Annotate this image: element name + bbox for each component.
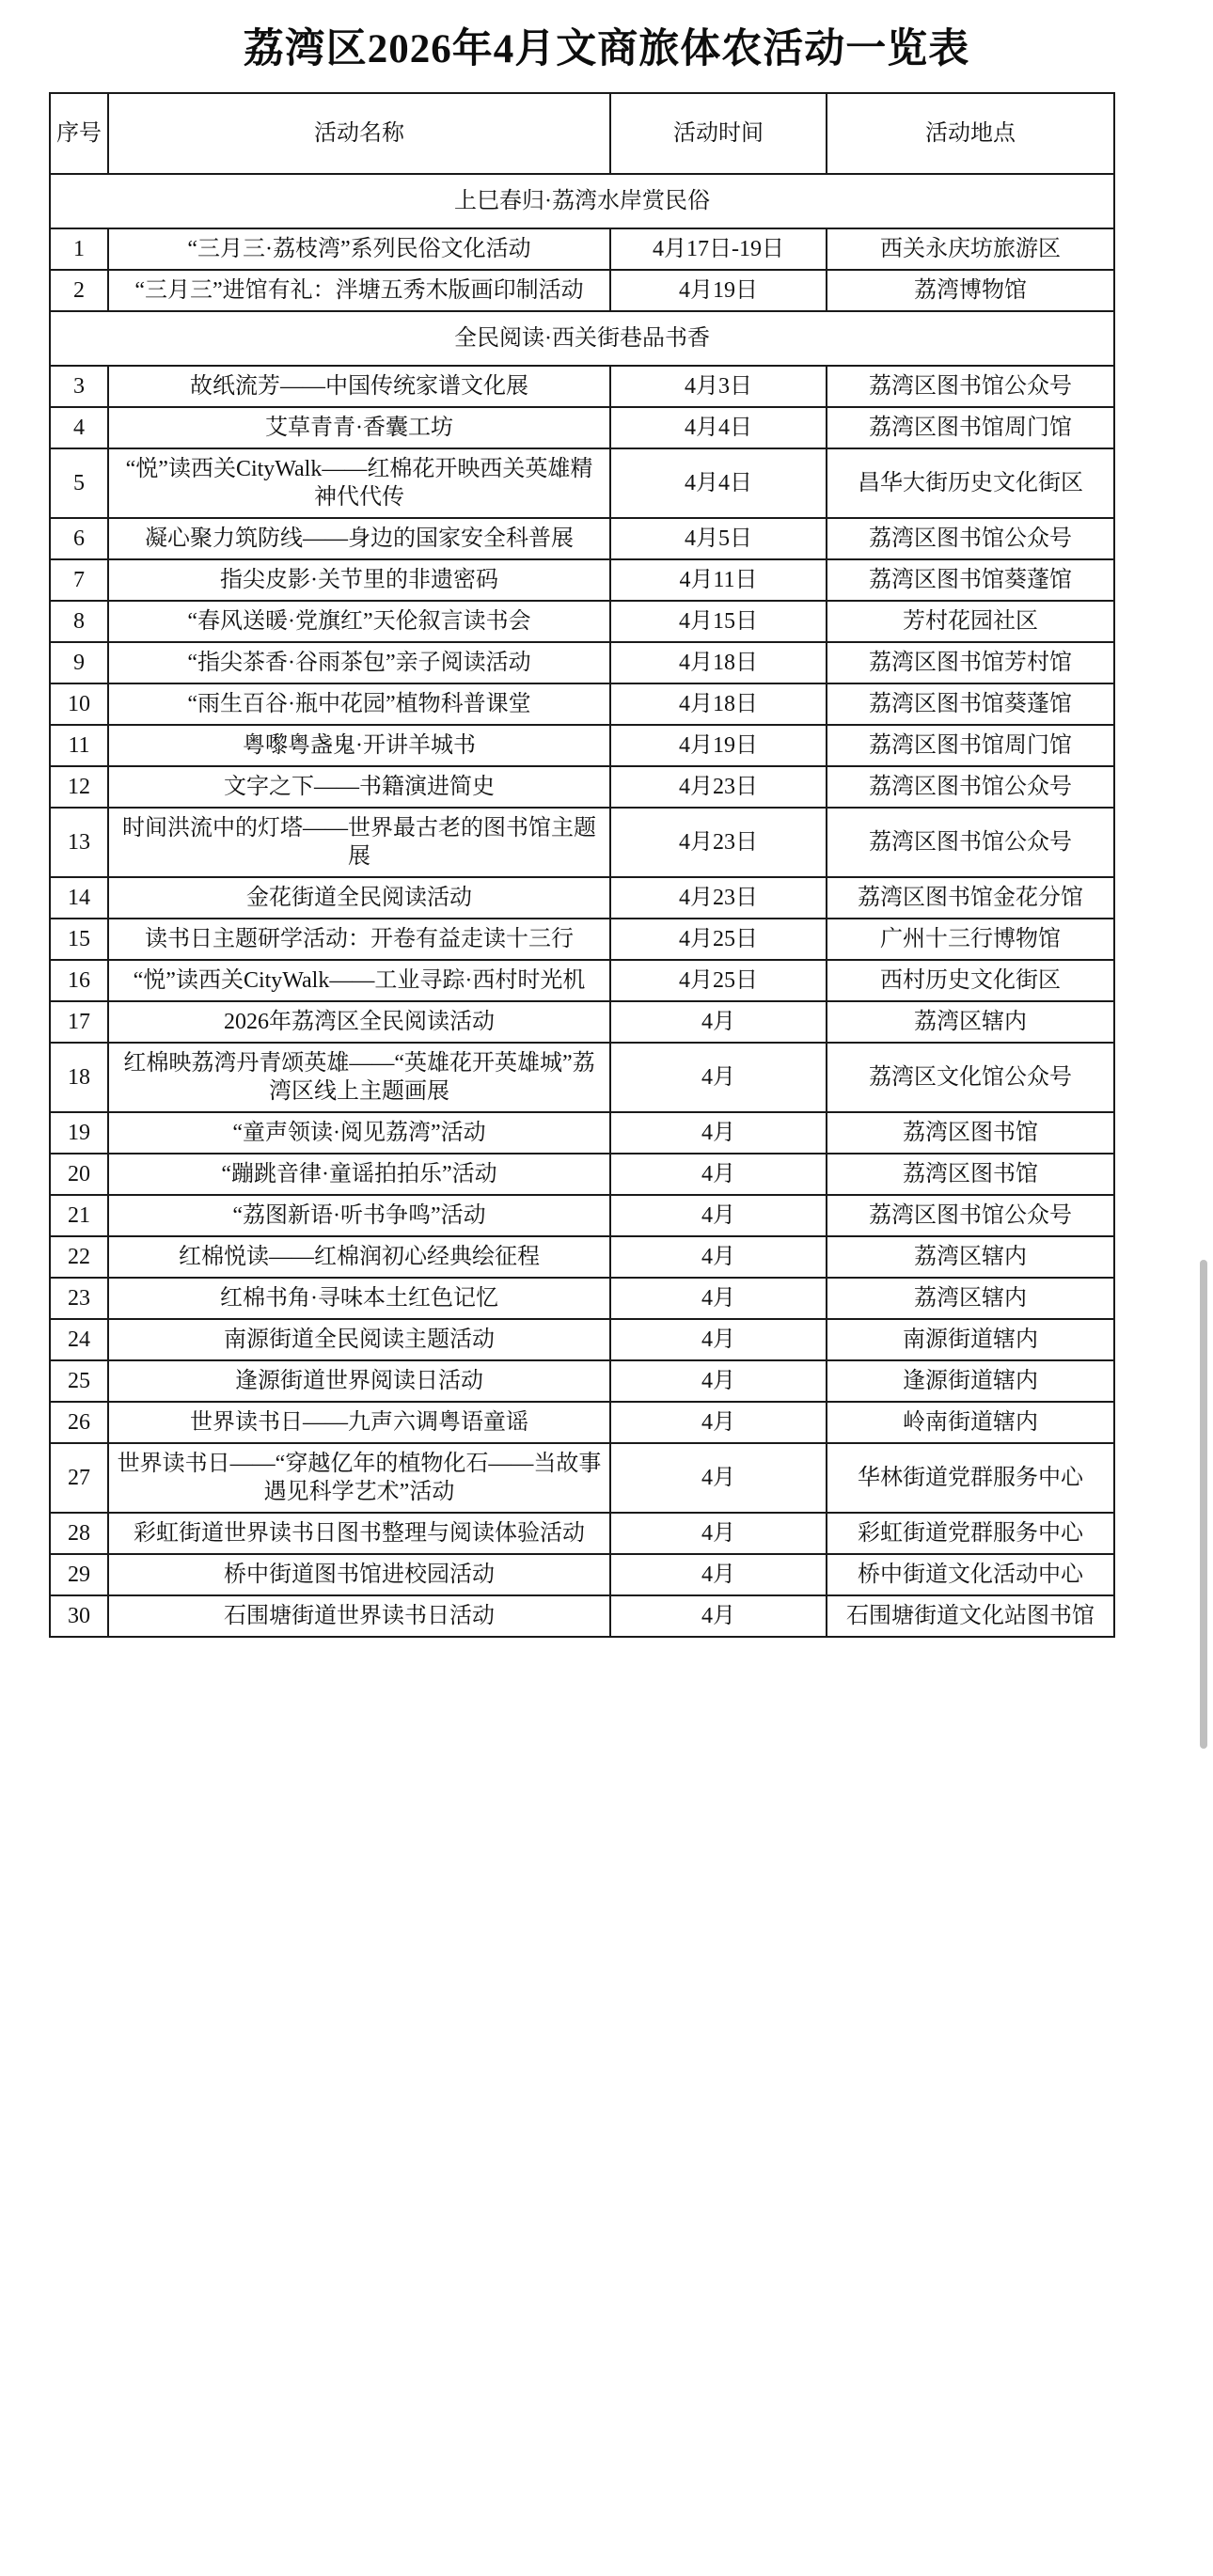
- table-row: [50, 1595, 1114, 1637]
- column-header-name: 活动名称: [108, 93, 610, 174]
- row-name: “雨生百谷·瓶中花园”植物科普课堂: [108, 683, 610, 725]
- row-no: 13: [50, 808, 108, 877]
- row-place: 荔湾区图书馆周门馆: [827, 407, 1114, 448]
- row-no: 22: [50, 1236, 108, 1278]
- row-place: 荔湾区图书馆公众号: [827, 1195, 1114, 1236]
- row-name: 红棉书角·寻味本土红色记忆: [108, 1278, 610, 1319]
- activity-table-container: [49, 92, 1113, 1638]
- row-name: “蹦跳音律·童谣拍拍乐”活动: [108, 1154, 610, 1195]
- row-time: 4月19日: [610, 270, 827, 311]
- row-time: 4月19日: [610, 725, 827, 766]
- row-time: 4月: [610, 1112, 827, 1154]
- table-row: [50, 766, 1114, 808]
- row-no: 1: [50, 228, 108, 270]
- row-place: 岭南街道辖内: [827, 1402, 1114, 1443]
- row-place: 桥中街道文化活动中心: [827, 1554, 1114, 1595]
- table-body: [50, 174, 1114, 1637]
- row-name: 2026年荔湾区全民阅读活动: [108, 1001, 610, 1043]
- table-row: [50, 683, 1114, 725]
- row-no: 15: [50, 919, 108, 960]
- row-name: 时间洪流中的灯塔——世界最古老的图书馆主题展: [108, 808, 610, 877]
- row-time: 4月4日: [610, 448, 827, 518]
- row-name: 红棉映荔湾丹青颂英雄——“英雄花开英雄城”荔湾区线上主题画展: [108, 1043, 610, 1112]
- row-time: 4月4日: [610, 407, 827, 448]
- row-name: 指尖皮影·关节里的非遗密码: [108, 559, 610, 601]
- table-row: [50, 1513, 1114, 1554]
- row-place: 西关永庆坊旅游区: [827, 228, 1114, 270]
- row-time: 4月: [610, 1360, 827, 1402]
- section-row: [50, 174, 1114, 228]
- row-name: 南源街道全民阅读主题活动: [108, 1319, 610, 1360]
- column-header-place: 活动地点: [827, 93, 1114, 174]
- row-name: “春风送暖·党旗红”天伦叙言读书会: [108, 601, 610, 642]
- row-place: 石围塘街道文化站图书馆: [827, 1595, 1114, 1637]
- row-place: 南源街道辖内: [827, 1319, 1114, 1360]
- row-no: 25: [50, 1360, 108, 1402]
- table-row: [50, 1001, 1114, 1043]
- table-row: [50, 1112, 1114, 1154]
- table-row: [50, 366, 1114, 407]
- row-time: 4月3日: [610, 366, 827, 407]
- row-time: 4月: [610, 1001, 827, 1043]
- row-no: 7: [50, 559, 108, 601]
- row-time: 4月15日: [610, 601, 827, 642]
- row-name: “童声领读·阅见荔湾”活动: [108, 1112, 610, 1154]
- row-time: 4月: [610, 1443, 827, 1513]
- row-place: 昌华大街历史文化街区: [827, 448, 1114, 518]
- row-name: 逢源街道世界阅读日活动: [108, 1360, 610, 1402]
- table-row: [50, 1195, 1114, 1236]
- row-place: 荔湾博物馆: [827, 270, 1114, 311]
- row-time: 4月25日: [610, 960, 827, 1001]
- row-place: 荔湾区图书馆葵蓬馆: [827, 559, 1114, 601]
- row-place: 荔湾区辖内: [827, 1001, 1114, 1043]
- row-time: 4月18日: [610, 683, 827, 725]
- table-row: [50, 808, 1114, 877]
- row-place: 西村历史文化街区: [827, 960, 1114, 1001]
- row-place: 荔湾区图书馆公众号: [827, 766, 1114, 808]
- row-no: 24: [50, 1319, 108, 1360]
- row-no: 23: [50, 1278, 108, 1319]
- row-time: 4月: [610, 1195, 827, 1236]
- row-time: 4月: [610, 1278, 827, 1319]
- row-place: 荔湾区文化馆公众号: [827, 1043, 1114, 1112]
- row-no: 21: [50, 1195, 108, 1236]
- table-row: [50, 960, 1114, 1001]
- row-no: 8: [50, 601, 108, 642]
- row-no: 16: [50, 960, 108, 1001]
- table-row: [50, 1360, 1114, 1402]
- row-place: 芳村花园社区: [827, 601, 1114, 642]
- row-time: 4月23日: [610, 766, 827, 808]
- row-no: 26: [50, 1402, 108, 1443]
- row-no: 14: [50, 877, 108, 919]
- row-time: 4月18日: [610, 642, 827, 683]
- section-label-1: 上巳春归·荔湾水岸赏民俗: [50, 174, 1114, 228]
- section-label-2: 全民阅读·西关街巷品书香: [50, 311, 1114, 366]
- row-name: 桥中街道图书馆进校园活动: [108, 1554, 610, 1595]
- page-title: 荔湾区2026年4月文商旅体农活动一览表: [243, 27, 970, 71]
- table-row: [50, 601, 1114, 642]
- row-place: 荔湾区图书馆周门馆: [827, 725, 1114, 766]
- row-name: “三月三”进馆有礼：泮塘五秀木版画印制活动: [108, 270, 610, 311]
- row-place: 荔湾区图书馆: [827, 1112, 1114, 1154]
- row-no: 4: [50, 407, 108, 448]
- row-no: 27: [50, 1443, 108, 1513]
- table-row: [50, 270, 1114, 311]
- row-no: 12: [50, 766, 108, 808]
- row-no: 2: [50, 270, 108, 311]
- table-row: [50, 518, 1114, 559]
- row-time: 4月25日: [610, 919, 827, 960]
- row-time: 4月5日: [610, 518, 827, 559]
- row-place: 荔湾区图书馆公众号: [827, 808, 1114, 877]
- row-time: 4月17日-19日: [610, 228, 827, 270]
- table-row: [50, 407, 1114, 448]
- row-time: 4月: [610, 1154, 827, 1195]
- row-name: 读书日主题研学活动：开卷有益走读十三行: [108, 919, 610, 960]
- row-place: 荔湾区辖内: [827, 1278, 1114, 1319]
- row-no: 18: [50, 1043, 108, 1112]
- row-time: 4月23日: [610, 808, 827, 877]
- row-name: 世界读书日——九声六调粤语童谣: [108, 1402, 610, 1443]
- row-time: 4月: [610, 1319, 827, 1360]
- table-row: [50, 642, 1114, 683]
- row-no: 19: [50, 1112, 108, 1154]
- row-name: “悦”读西关CityWalk——工业寻踪·西村时光机: [108, 960, 610, 1001]
- row-place: 荔湾区图书馆公众号: [827, 366, 1114, 407]
- row-time: 4月: [610, 1554, 827, 1595]
- row-name: 凝心聚力筑防线——身边的国家安全科普展: [108, 518, 610, 559]
- row-no: 11: [50, 725, 108, 766]
- row-no: 5: [50, 448, 108, 518]
- row-time: 4月: [610, 1236, 827, 1278]
- row-place: 荔湾区图书馆芳村馆: [827, 642, 1114, 683]
- row-no: 30: [50, 1595, 108, 1637]
- row-name: 红棉悦读——红棉润初心经典绘征程: [108, 1236, 610, 1278]
- table-row: [50, 877, 1114, 919]
- row-place: 彩虹街道党群服务中心: [827, 1513, 1114, 1554]
- row-name: “荔图新语·听书争鸣”活动: [108, 1195, 610, 1236]
- row-name: 文字之下——书籍演进简史: [108, 766, 610, 808]
- row-no: 28: [50, 1513, 108, 1554]
- table-row: [50, 725, 1114, 766]
- row-no: 9: [50, 642, 108, 683]
- table-row: [50, 1443, 1114, 1513]
- row-place: 荔湾区辖内: [827, 1236, 1114, 1278]
- table-row: [50, 1319, 1114, 1360]
- column-header-time: 活动时间: [610, 93, 827, 174]
- table-row: [50, 1402, 1114, 1443]
- row-name: 粤嚟粤盏鬼·开讲羊城书: [108, 725, 610, 766]
- row-name: “悦”读西关CityWalk——红棉花开映西关英雄精神代代传: [108, 448, 610, 518]
- row-name: “指尖茶香·谷雨茶包”亲子阅读活动: [108, 642, 610, 683]
- row-name: “三月三·荔枝湾”系列民俗文化活动: [108, 228, 610, 270]
- row-no: 17: [50, 1001, 108, 1043]
- table-row: [50, 1154, 1114, 1195]
- row-name: 世界读书日——“穿越亿年的植物化石——当故事遇见科学艺术”活动: [108, 1443, 610, 1513]
- row-name: 故纸流芳——中国传统家谱文化展: [108, 366, 610, 407]
- row-place: 荔湾区图书馆葵蓬馆: [827, 683, 1114, 725]
- row-time: 4月: [610, 1595, 827, 1637]
- row-name: 艾草青青·香囊工坊: [108, 407, 610, 448]
- table-row: [50, 919, 1114, 960]
- row-time: 4月23日: [610, 877, 827, 919]
- row-place: 逢源街道辖内: [827, 1360, 1114, 1402]
- row-time: 4月11日: [610, 559, 827, 601]
- row-time: 4月: [610, 1043, 827, 1112]
- row-time: 4月: [610, 1513, 827, 1554]
- row-no: 3: [50, 366, 108, 407]
- row-place: 荔湾区图书馆: [827, 1154, 1114, 1195]
- row-no: 29: [50, 1554, 108, 1595]
- table-row: [50, 228, 1114, 270]
- row-place: 广州十三行博物馆: [827, 919, 1114, 960]
- activity-table: [49, 92, 1115, 1638]
- table-row: [50, 1278, 1114, 1319]
- row-no: 10: [50, 683, 108, 725]
- table-row: [50, 448, 1114, 518]
- row-name: 石围塘街道世界读书日活动: [108, 1595, 610, 1637]
- row-name: 金花街道全民阅读活动: [108, 877, 610, 919]
- section-row: [50, 311, 1114, 366]
- row-place: 荔湾区图书馆公众号: [827, 518, 1114, 559]
- row-no: 6: [50, 518, 108, 559]
- row-time: 4月: [610, 1402, 827, 1443]
- vertical-scrollbar[interactable]: [1200, 1260, 1207, 1749]
- row-place: 荔湾区图书馆金花分馆: [827, 877, 1114, 919]
- table-header-row: [50, 93, 1114, 174]
- table-row: [50, 1236, 1114, 1278]
- row-name: 彩虹街道世界读书日图书整理与阅读体验活动: [108, 1513, 610, 1554]
- table-row: [50, 1043, 1114, 1112]
- row-no: 20: [50, 1154, 108, 1195]
- table-row: [50, 559, 1114, 601]
- row-place: 华林街道党群服务中心: [827, 1443, 1114, 1513]
- table-row: [50, 1554, 1114, 1595]
- table-header: [50, 93, 1114, 174]
- column-header-no: 序号: [50, 93, 108, 174]
